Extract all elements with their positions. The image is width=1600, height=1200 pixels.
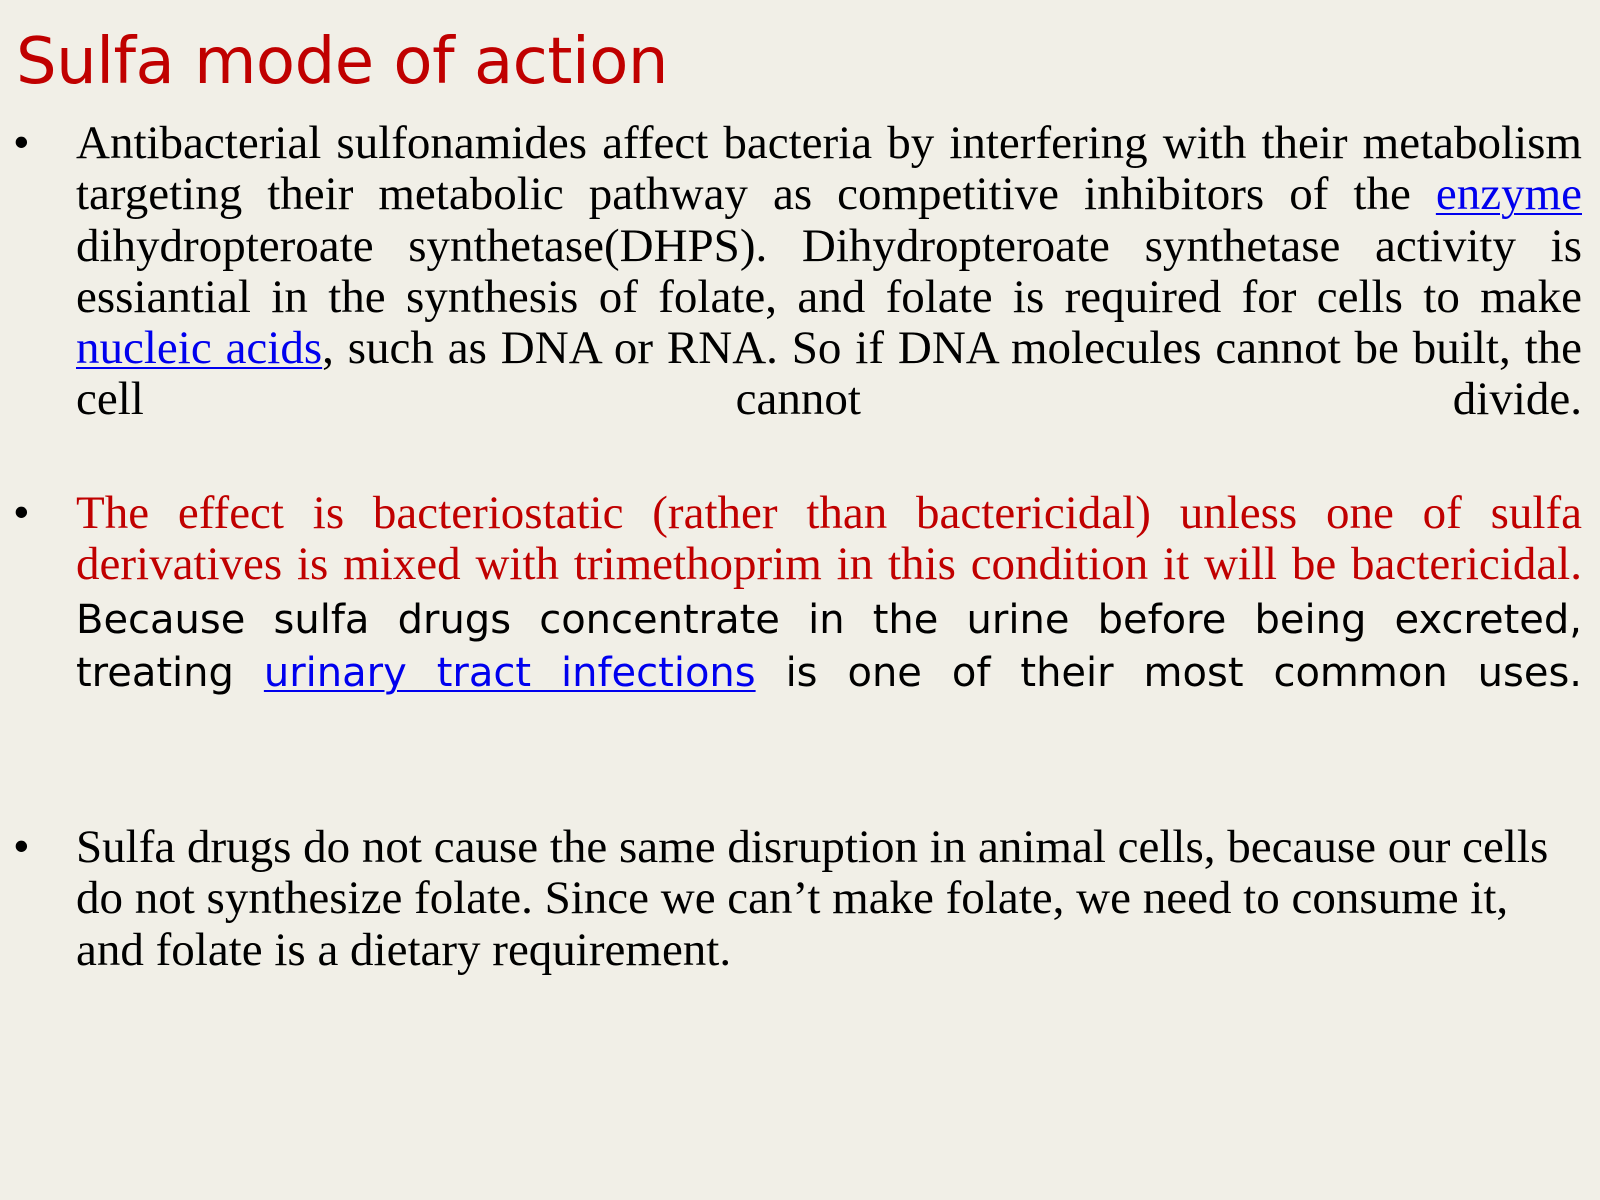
text-segment: Sulfa drugs do not cause the same disruption in animal cells, because our cells do not synthesize folate. Since we can’t make folate, we need to consume it, and folate is a dietary requirement. [76,821,1549,976]
enzyme-link[interactable]: enzyme [1435,168,1582,221]
bullet-item-mechanism [14,117,1582,426]
bullet-text [76,822,1582,976]
bullet-marker: • [14,488,29,535]
nucleic-acids-link[interactable]: nucleic acids [76,322,323,375]
text-segment: affect bacteria by interfering with their metabolism targeting their metabolic pathway as competitive inhibitors of the [76,117,1582,221]
bullet-item-animal-cells [14,821,1582,976]
bullet-marker: • [14,822,29,869]
bullet-text [76,118,1582,426]
text-segment: , such as DNA or RNA. So if DNA molecules cannot be built, the cell cannot divide. [76,322,1582,426]
red-emphasis-text: The effect is bacteriostatic (rather than bactericidal) unless one of sulfa derivatives is mixed with trimethoprim in this condition it will be bactericidal. [76,487,1582,591]
text-segment: Because sulfa drugs concentrate in the urine before being excreted, treating [76,596,1582,696]
text-segment: Antibacterial sulfonamides [76,117,603,169]
slide-title: Sulfa mode of action [16,25,668,99]
bullet-item-effect [14,487,1582,699]
bullet-text [76,488,1582,699]
text-segment: dihydropteroate synthetase(DHPS). Dihydropteroate synthetase activity is essiantial in the synthesis of folate, and folate is required for cells to make [76,219,1582,323]
urinary-tract-infections-link[interactable]: urinary tract infections [263,649,756,696]
bullet-marker: • [14,118,29,165]
text-segment: is one of their most common uses. [755,649,1582,696]
